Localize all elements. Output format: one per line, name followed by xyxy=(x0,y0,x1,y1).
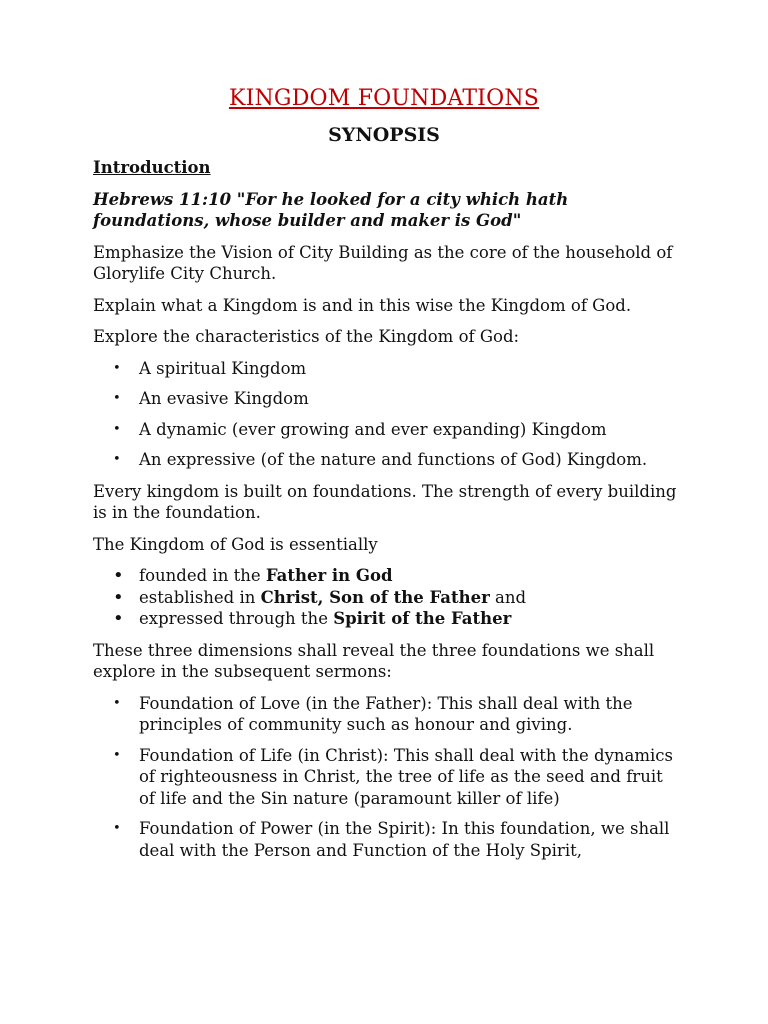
list-item: • A spiritual Kingdom xyxy=(93,358,683,380)
paragraph: These three dimensions shall reveal the three foundations we shall explore in the subsequent sermons: xyxy=(93,640,655,681)
list-item: • Foundation of Power (in the Spirit): In this foundation, we shall deal with the Person and Function of the Holy Spirit, xyxy=(93,818,683,861)
paragraph: The Kingdom of God is essentially xyxy=(93,534,378,554)
paragraph: Every kingdom is built on foundations. The strength of every building is in the foundation. xyxy=(93,481,677,522)
list-item xyxy=(93,608,683,630)
item-text: founded in the xyxy=(139,566,266,585)
item-bold-text: Spirit of the Father xyxy=(333,609,512,628)
paragraph: Explain what a Kingdom is and in this wise the Kingdom of God. xyxy=(93,295,632,315)
list-item: • Foundation of Life (in Christ): This shall deal with the dynamics of righteousness in Christ, the tree of life as the seed and fruit of life and the Sin nature (paramount killer of life) xyxy=(93,745,683,810)
paragraph: Emphasize the Vision of City Building as the core of the household of Glorylife City Church. xyxy=(93,242,673,283)
scripture-verse: Hebrews 11:10 "For he looked for a city which hath foundations, whose builder and maker is God" xyxy=(93,189,569,230)
document-subtitle: SYNOPSIS xyxy=(328,124,440,146)
list-item: • An expressive (of the nature and functions of God) Kingdom. xyxy=(93,449,683,471)
list-item xyxy=(93,587,683,609)
item-text: and xyxy=(489,587,527,607)
essentials-list xyxy=(93,565,683,630)
list-item: • An evasive Kingdom xyxy=(93,388,683,410)
list-item xyxy=(93,565,683,587)
characteristics-list xyxy=(93,358,683,471)
item-text: established in xyxy=(139,587,261,607)
list-item: • A dynamic (ever growing and ever expanding) Kingdom xyxy=(93,419,683,441)
document-body xyxy=(93,157,683,871)
document-title: KINGDOM FOUNDATIONS xyxy=(228,86,540,111)
list-item: • Foundation of Love (in the Father): This shall deal with the principles of community such as honour and giving. xyxy=(93,693,683,736)
paragraph: Explore the characteristics of the Kingdom of God: xyxy=(93,327,520,346)
section-heading: Introduction xyxy=(93,158,211,177)
item-bold-text: Father in God xyxy=(265,566,393,585)
foundations-list xyxy=(93,693,683,862)
item-text: expressed through the xyxy=(139,609,334,628)
item-bold-text: Christ, Son of the Father xyxy=(260,587,490,607)
